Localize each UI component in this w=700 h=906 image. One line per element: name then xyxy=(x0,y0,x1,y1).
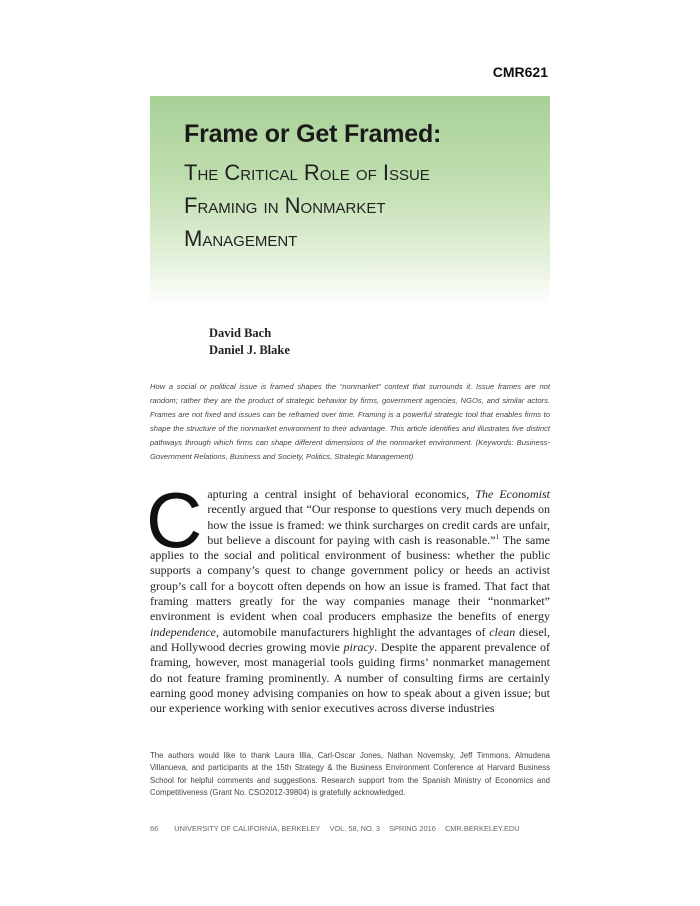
emphasis: clean xyxy=(489,624,516,639)
abstract: How a social or political issue is framed shapes the “nonmarket” context that surrounds it. Issue frames are not random; rather they are the product of strategic behavior by firms, government agencies, NGOs, and similar actors. Frames are not fixed and issues can be reframed over time. Framing is a powerful strategic tool that enables firms to shape the structure of the nonmarket environment to their advantage. This article identifies and illustrates five distinct pathways through which firms can shape different dimensions of the nonmarket environment. (Keywords: Business-Government Relations, Business and Society, Politics, Strategic Management) xyxy=(150,382,550,461)
subtitle-line: The Critical Role of Issue xyxy=(184,160,430,185)
footnote-ref: 1 xyxy=(495,532,500,541)
author-name: David Bach xyxy=(209,326,272,340)
body-text xyxy=(146,476,550,716)
issue-date: SPRING 2016 xyxy=(389,824,436,833)
body-span: recently argued that “Our response to questions very much depends on how the issue is framed: we think surcharges on credit cards are unfair, but believe a discount for paying with cash is reasonable.” xyxy=(207,502,550,547)
body-span: apturing a central insight of behavioral economics, xyxy=(207,487,476,501)
article-subtitle xyxy=(184,156,430,255)
author-name: Daniel J. Blake xyxy=(209,343,290,357)
body-span: diesel, and Hollywood decries growing movie xyxy=(150,624,550,654)
volume: VOL. 58, NO. 3 xyxy=(329,824,380,833)
body-span: The same applies to the social and political environment of business: whether the public supports a company’s quest to change government policy or heeds an activist group’s call for a boycott often depends on how an issue is framed. That fact that framing matters greatly for the way companies manage their “nonmarket” environment is evident when coal producers emphasize the benefits of energy xyxy=(150,532,550,624)
emphasis: piracy xyxy=(343,639,375,654)
acknowledgment-footnote: The authors would like to thank Laura Illia, Carl-Oscar Jones, Nathan Novemsky, Jeff Timmons, Almudena Villanueva, and participants at the 15th Strategy & the Business Environment Conference at Harvard Business School for helpful comments and suggestions. Research support from the Spanish Ministry of Economics and Competitiveness (Grant No. CSO2012-39804) is gratefully acknowledged. xyxy=(150,751,550,798)
publisher: UNIVERSITY OF CALIFORNIA, BERKELEY xyxy=(174,824,321,833)
subtitle-line: Management xyxy=(184,226,298,251)
subtitle-line: Framing in Nonmarket xyxy=(184,193,386,218)
publication-name: The Economist xyxy=(475,487,550,501)
drop-cap: C xyxy=(146,476,203,564)
author-list xyxy=(209,325,290,359)
body-span: , automobile manufacturers highlight the advantages of xyxy=(215,624,490,639)
page-number: 66 xyxy=(150,824,159,833)
article-title: Frame or Get Framed: xyxy=(184,120,442,148)
emphasis: independence xyxy=(150,624,216,639)
journal-code: CMR621 xyxy=(492,64,548,80)
page-footer xyxy=(150,824,550,833)
website: CMR.BERKELEY.EDU xyxy=(444,824,520,833)
body-span: . Despite the apparent prevalence of framing, however, most managerial tools guiding firms’ nonmarket management do not feature framing prominently. A number of consulting firms are certainly earning good money advising companies on how to speak about a given issue; but our experience working with senior executives across diverse industries xyxy=(150,639,550,716)
